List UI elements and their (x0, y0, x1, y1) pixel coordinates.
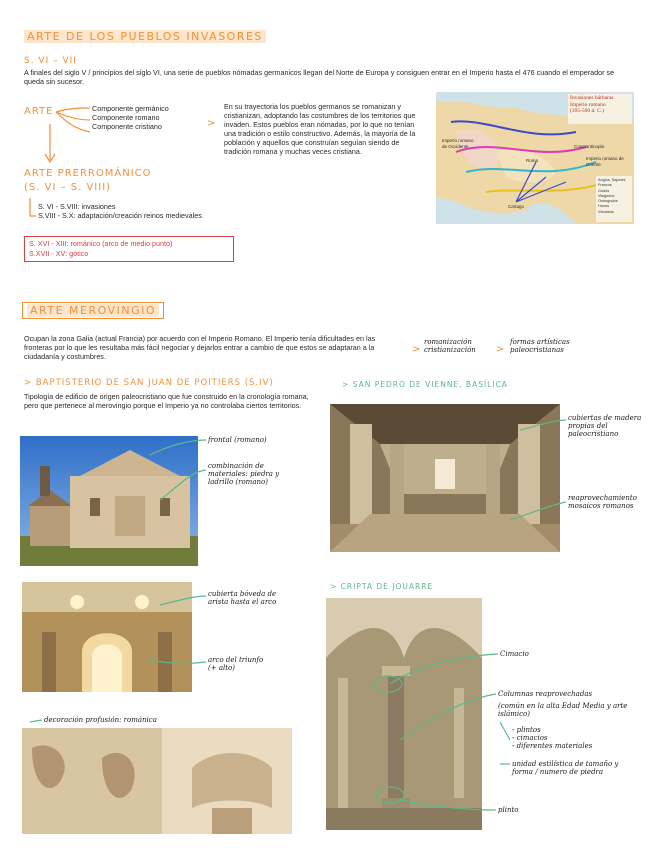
arrow-icon: > (496, 344, 506, 355)
note-right: formas artísticas paleocristianas (510, 338, 570, 354)
section2-title-text: ARTE MEROVINGIO (27, 304, 159, 317)
red-item: S.XVII - XV: gótico (29, 249, 89, 258)
baptisterio-title: > BAPTISTERIO DE SAN JUAN DE POITIERS (S.IV) (24, 378, 274, 388)
map-title-line: (395-500 d. C.) (570, 108, 604, 114)
baptisterio-text: Tipología de edificio de origen paleocristiano que fue construido en la cronología romana, pero que pertenece al merovingio porque el Imperio ya no controlaba ciertos territorios. (24, 392, 309, 410)
map-title-line: Imperio romano (570, 101, 606, 108)
map-label: Cartago (508, 204, 525, 209)
component-item: Componente germánico (92, 104, 169, 113)
col-item: - plintos (512, 726, 541, 734)
section1-title-text: ARTE DE LOS PUEBLOS INVASORES (24, 30, 266, 43)
legend-item: Anglos, Sajones (598, 178, 626, 182)
arrow-icon: > (207, 118, 217, 129)
map-label: Constantinopla (574, 144, 605, 149)
legend-item: Ostrogodos (598, 199, 618, 204)
map-title-line: Invasiones bárbaras (570, 95, 614, 101)
annotation-decoracion: decoración profusión: románica (44, 716, 157, 724)
annotation-frontal: frontal (romano) (208, 436, 267, 444)
annotation-plinto: plinto (498, 806, 519, 814)
arrow-icon: > (412, 344, 422, 355)
map-label: Imperio romano de Occidente (442, 138, 474, 149)
jouarre-title: > CRIPTA DE JOUARRE (330, 582, 434, 591)
legend-item: Hunos (598, 204, 609, 209)
legend-item: Francos (598, 183, 612, 188)
right-paragraph: En su trayectoria los pueblos germanos se romanizan y cristianizan, adoptando las costumbres de los territorios que invaden. Estos pueblos eran nómadas, por lo que no tenían una tradición o estilo constructivo. Además, la mayoría de la población y aquellos que construían seguían siendo de tradición romana y muchas veces cristiana. (224, 102, 416, 156)
century-label: S. VI – VII (24, 56, 77, 66)
pedro-title: > SAN PEDRO DE VIENNE, BASÍLICA (342, 380, 508, 389)
prerro-title: ARTE PRERROMÁNICO (24, 168, 152, 179)
legend-item: Visigodos (598, 193, 615, 198)
annotation-cubierta-boveda: cubierta bóveda de arista hasta el arco (208, 590, 277, 606)
annotation-cimacio: Cimacio (500, 650, 529, 658)
prerro-item: S. VI - S.VIII: invasiones (38, 202, 116, 211)
annotation-arco: arco del triunfo (+ alto) (208, 656, 264, 672)
legend-item: Vándalos (598, 209, 614, 214)
map-label: Roma (526, 158, 539, 163)
prerro-item: S.VIII - S.X: adaptación/creación reinos medievales (38, 211, 202, 220)
col-item: - cimacios (512, 734, 548, 742)
red-item: S. XVI - XIII: románico (arco de medio punto) (29, 239, 173, 248)
prerro-range: (S. VI – S. VIII) (24, 182, 112, 193)
section2-intro: Ocupan la zona Galia (actual Francia) por acuerdo con el Imperio Romano. El Imperio tenía dificultades en las fronteras por lo que les resultaba más fácil negociar y dejarlos entrar a cambio de que estos se adaptaran a la ciudadanía y costumbres. (24, 334, 376, 361)
component-item: Componente romano (92, 113, 160, 122)
intro-paragraph: A finales del siglo V / principios del siglo VI, una serie de pueblos nómadas germanicos llegan del Norte de Europa y consiguen entrar en el Imperio hasta el 476 cuando el emperador se queda sin sucesor. (24, 68, 615, 86)
annotation-columnas: Columnas reaprovechadas (498, 690, 593, 698)
note-left: romanización cristianización (424, 338, 476, 354)
map-label: Imperio romano de Oriente (586, 156, 624, 167)
annotation-combinacion: combinación de materiales: piedra y ladrillo (romano) (208, 462, 280, 486)
component-item: Componente cristiano (92, 122, 162, 131)
legend-item: Godos (598, 188, 610, 193)
annotation-cubierta: cubiertas de madera propias del paleocristiano (568, 414, 642, 438)
annotation-columnas2: (común en la alta Edad Media y arte islámico) (498, 702, 628, 718)
annotation-unidad: unidad estilística de tamaño y forma / numero de piedra (512, 760, 619, 776)
col-item: - diferentes materiales (512, 742, 593, 750)
arte-label: ARTE (24, 106, 54, 117)
annotation-reaprov: reaprovechamiento mosaicos romanos (568, 494, 637, 510)
